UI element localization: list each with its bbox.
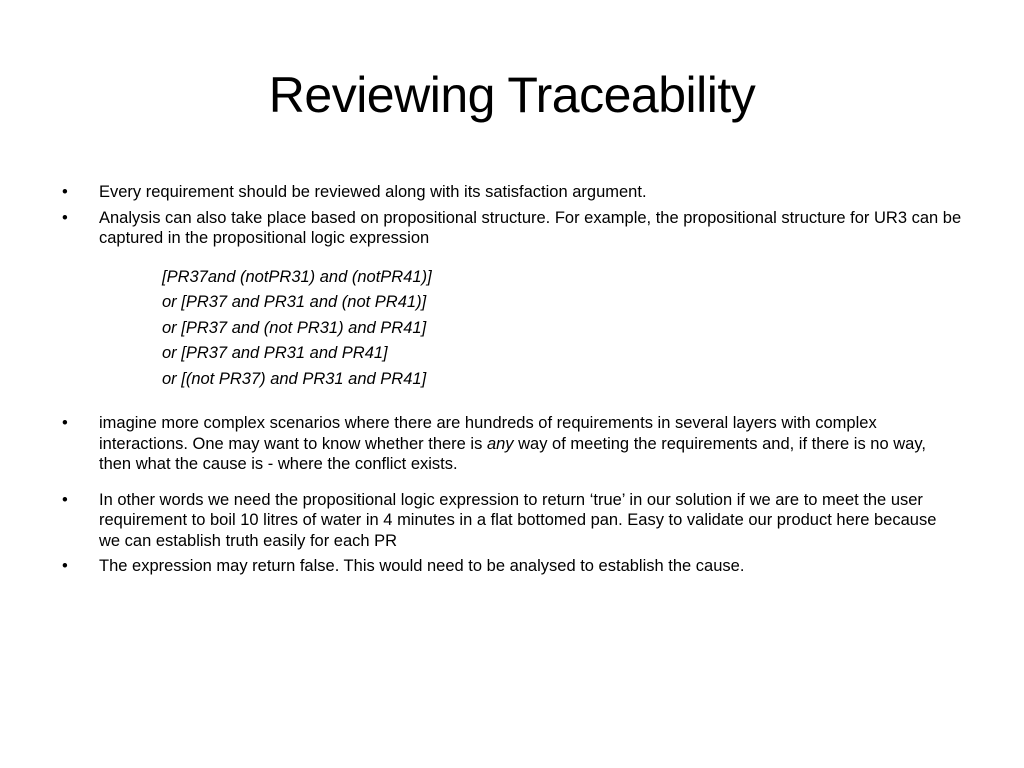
bullet-item	[62, 556, 962, 577]
emphasis-text: any	[486, 434, 514, 453]
logic-expression	[62, 265, 962, 393]
slide-body	[62, 182, 962, 582]
expression-line: or [PR37 and (not PR31) and PR41]	[162, 318, 427, 337]
bullet-item	[62, 182, 962, 203]
expression-line: or [PR37 and PR31 and (not PR41)]	[162, 293, 427, 311]
bullet-dot-icon: •	[62, 414, 68, 432]
bullet-dot-icon: •	[62, 208, 68, 227]
bullet-item	[62, 490, 962, 552]
bullet-text: The expression may return false. This would need to be analysed to establish the cause.	[99, 557, 745, 575]
bullet-dot-icon: •	[62, 557, 68, 575]
bullet-text: Every requirement should be reviewed along with its satisfaction argument.	[99, 183, 647, 201]
slide-title: Reviewing Traceability	[268, 67, 756, 123]
expression-line: or [(not PR37) and PR31 and PR41]	[162, 369, 427, 388]
bullet-dot-icon: •	[62, 490, 68, 509]
bullet-text-part: imagine more complex scenarios where there are hundreds of requirements in several layers with complex interactions. One may want to know whether there is	[99, 414, 877, 453]
bullet-text	[99, 414, 926, 473]
bullet-text: In other words we need the propositional logic expression to return ‘true’ in our solution if we are to meet the user requirement to boil 10 litres of water in 4 minutes in a flat bottomed pan. Easy to validate our product here because we can establish truth easily for each PR	[99, 490, 937, 550]
bullet-text-part: way of meeting the requirements and, if there is no way, then what the cause is - where the conflict exists.	[99, 434, 926, 473]
bullet-item	[62, 208, 962, 249]
bullet-item	[62, 413, 962, 475]
bullet-text: Analysis can also take place based on propositional structure. For example, the propositional structure for UR3 can be captured in the propositional logic expression	[99, 208, 962, 247]
expression-line: [PR37and (notPR31) and (notPR41)]	[162, 267, 432, 286]
bullet-dot-icon: •	[62, 183, 68, 201]
expression-line: or [PR37 and PR31 and PR41]	[162, 344, 388, 362]
